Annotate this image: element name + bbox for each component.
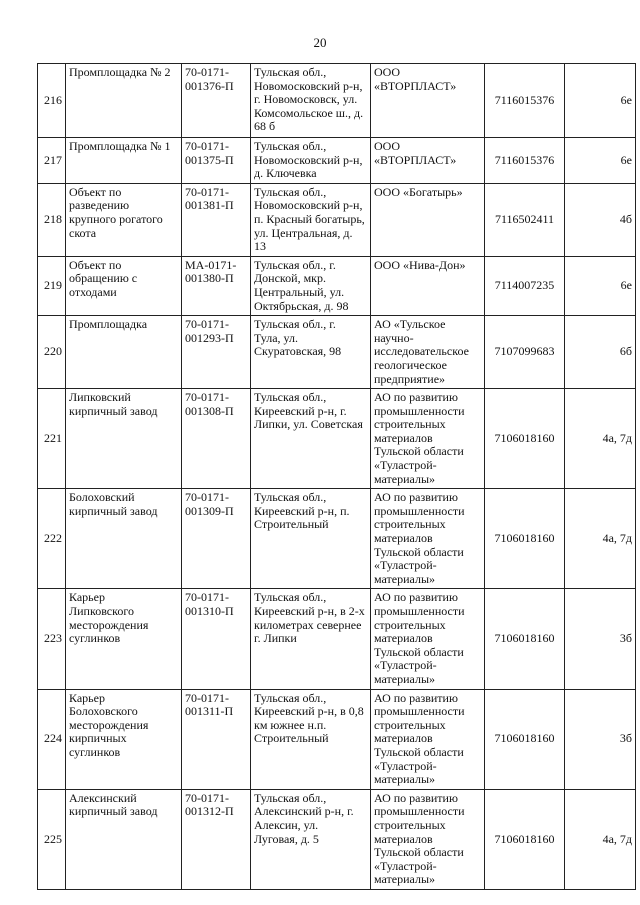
category-code: 4а, 7д xyxy=(565,789,636,889)
page-number: 20 xyxy=(313,35,327,50)
object-address: Тульская обл., г. Тула, ул. Скуратовская, 98 xyxy=(251,316,371,389)
object-code: 70-0171- 001381-П xyxy=(182,183,251,256)
table-row xyxy=(38,789,636,889)
registry-table xyxy=(37,63,636,890)
inn-value: 7114007235 xyxy=(485,256,565,315)
inn-value: 7116015376 xyxy=(485,64,565,138)
object-address: Тульская обл., Новомосковский р-н, п. Красный богатырь, ул. Центральная, д. 13 xyxy=(251,183,371,256)
operator-organization: ООО «ВТОРПЛАСТ» xyxy=(371,64,485,138)
operator-organization: АО по развитию промышленности строительных материалов Тульской области «Тулaстрой- материалы» xyxy=(371,689,485,789)
inn-value: 7106018160 xyxy=(485,389,565,489)
operator-organization: АО по развитию промышленности строительных материалов Тульской области «Тулaстрой- материалы» xyxy=(371,389,485,489)
object-code: 70-0171- 001376-П xyxy=(182,64,251,138)
category-code: 6е xyxy=(565,256,636,315)
operator-organization: ООО «Нива-Дон» xyxy=(371,256,485,315)
inn-value: 7106018160 xyxy=(485,689,565,789)
operator-organization: АО по развитию промышленности строительных материалов Тульской области «Тулaстрой- материалы» xyxy=(371,789,485,889)
table-row xyxy=(38,256,636,315)
object-address: Тульская обл., Новомосковский р-н, г. Новомосковск, ул. Комсомольское ш., д. 68 б xyxy=(251,64,371,138)
object-address: Тульская обл., Киреевский р-н, в 2-х километрах севернее г. Липки xyxy=(251,589,371,689)
category-code: 6е xyxy=(565,138,636,184)
row-number: 225 xyxy=(38,789,66,889)
table-row xyxy=(38,489,636,589)
object-address: Тульская обл., г. Донской, мкр. Центральный, ул. Октябрьская, д. 98 xyxy=(251,256,371,315)
object-code: 70-0171- 001308-П xyxy=(182,389,251,489)
table-row xyxy=(38,589,636,689)
object-address: Тульская обл., Новомосковский р-н, д. Ключевка xyxy=(251,138,371,184)
table-row xyxy=(38,689,636,789)
table-row xyxy=(38,389,636,489)
table-row xyxy=(38,138,636,184)
object-name: Карьер Болоховского месторождения кирпичных суглинков xyxy=(66,689,182,789)
operator-organization: ООО «Богатырь» xyxy=(371,183,485,256)
operator-organization: АО по развитию промышленности строительных материалов Тульской области «Тулaстрой- материалы» xyxy=(371,589,485,689)
inn-value: 7116015376 xyxy=(485,138,565,184)
object-name: Промплощадка № 1 xyxy=(66,138,182,184)
table-row xyxy=(38,183,636,256)
object-code: 70-0171- 001309-П xyxy=(182,489,251,589)
object-address: Тульская обл., Киреевский р-н, г. Липки, ул. Советская xyxy=(251,389,371,489)
operator-organization: ООО «ВТОРПЛАСТ» xyxy=(371,138,485,184)
category-code: 3б xyxy=(565,589,636,689)
category-code: 6е xyxy=(565,64,636,138)
table-row xyxy=(38,64,636,138)
row-number: 220 xyxy=(38,316,66,389)
object-name: Липковский кирпичный завод xyxy=(66,389,182,489)
object-address: Тульская обл., Киреевский р-н, п. Строительный xyxy=(251,489,371,589)
inn-value: 7106018160 xyxy=(485,489,565,589)
operator-organization: АО по развитию промышленности строительных материалов Тульской области «Тулaстрой- материалы» xyxy=(371,489,485,589)
object-name: Алексинский кирпичный завод xyxy=(66,789,182,889)
object-name: Объект по обращению с отходами xyxy=(66,256,182,315)
row-number: 218 xyxy=(38,183,66,256)
row-number: 217 xyxy=(38,138,66,184)
category-code: 3б xyxy=(565,689,636,789)
row-number: 223 xyxy=(38,589,66,689)
inn-value: 7107099683 xyxy=(485,316,565,389)
object-code: МА-0171- 001380-П xyxy=(182,256,251,315)
category-code: 4а, 7д xyxy=(565,389,636,489)
row-number: 216 xyxy=(38,64,66,138)
inn-value: 7106018160 xyxy=(485,789,565,889)
row-number: 219 xyxy=(38,256,66,315)
table-row xyxy=(38,316,636,389)
object-code: 70-0171- 001310-П xyxy=(182,589,251,689)
object-code: 70-0171- 001311-П xyxy=(182,689,251,789)
row-number: 221 xyxy=(38,389,66,489)
object-name: Карьер Липковского месторождения суглинков xyxy=(66,589,182,689)
object-name: Промплощадка № 2 xyxy=(66,64,182,138)
category-code: 6б xyxy=(565,316,636,389)
object-code: 70-0171- 001293-П xyxy=(182,316,251,389)
object-code: 70-0171- 001375-П xyxy=(182,138,251,184)
row-number: 224 xyxy=(38,689,66,789)
operator-organization: АО «Тульское научно- исследовательское геологическое предприятие» xyxy=(371,316,485,389)
category-code: 4а, 7д xyxy=(565,489,636,589)
object-address: Тульская обл., Алексинский р-н, г. Алексин, ул. Луговая, д. 5 xyxy=(251,789,371,889)
object-name: Объект по разведению крупного рогатого скота xyxy=(66,183,182,256)
inn-value: 7116502411 xyxy=(485,183,565,256)
object-code: 70-0171- 001312-П xyxy=(182,789,251,889)
inn-value: 7106018160 xyxy=(485,589,565,689)
category-code: 4б xyxy=(565,183,636,256)
object-address: Тульская обл., Киреевский р-н, в 0,8 км южнее н.п. Строительный xyxy=(251,689,371,789)
object-name: Болоховский кирпичный завод xyxy=(66,489,182,589)
row-number: 222 xyxy=(38,489,66,589)
object-name: Промплощадка xyxy=(66,316,182,389)
